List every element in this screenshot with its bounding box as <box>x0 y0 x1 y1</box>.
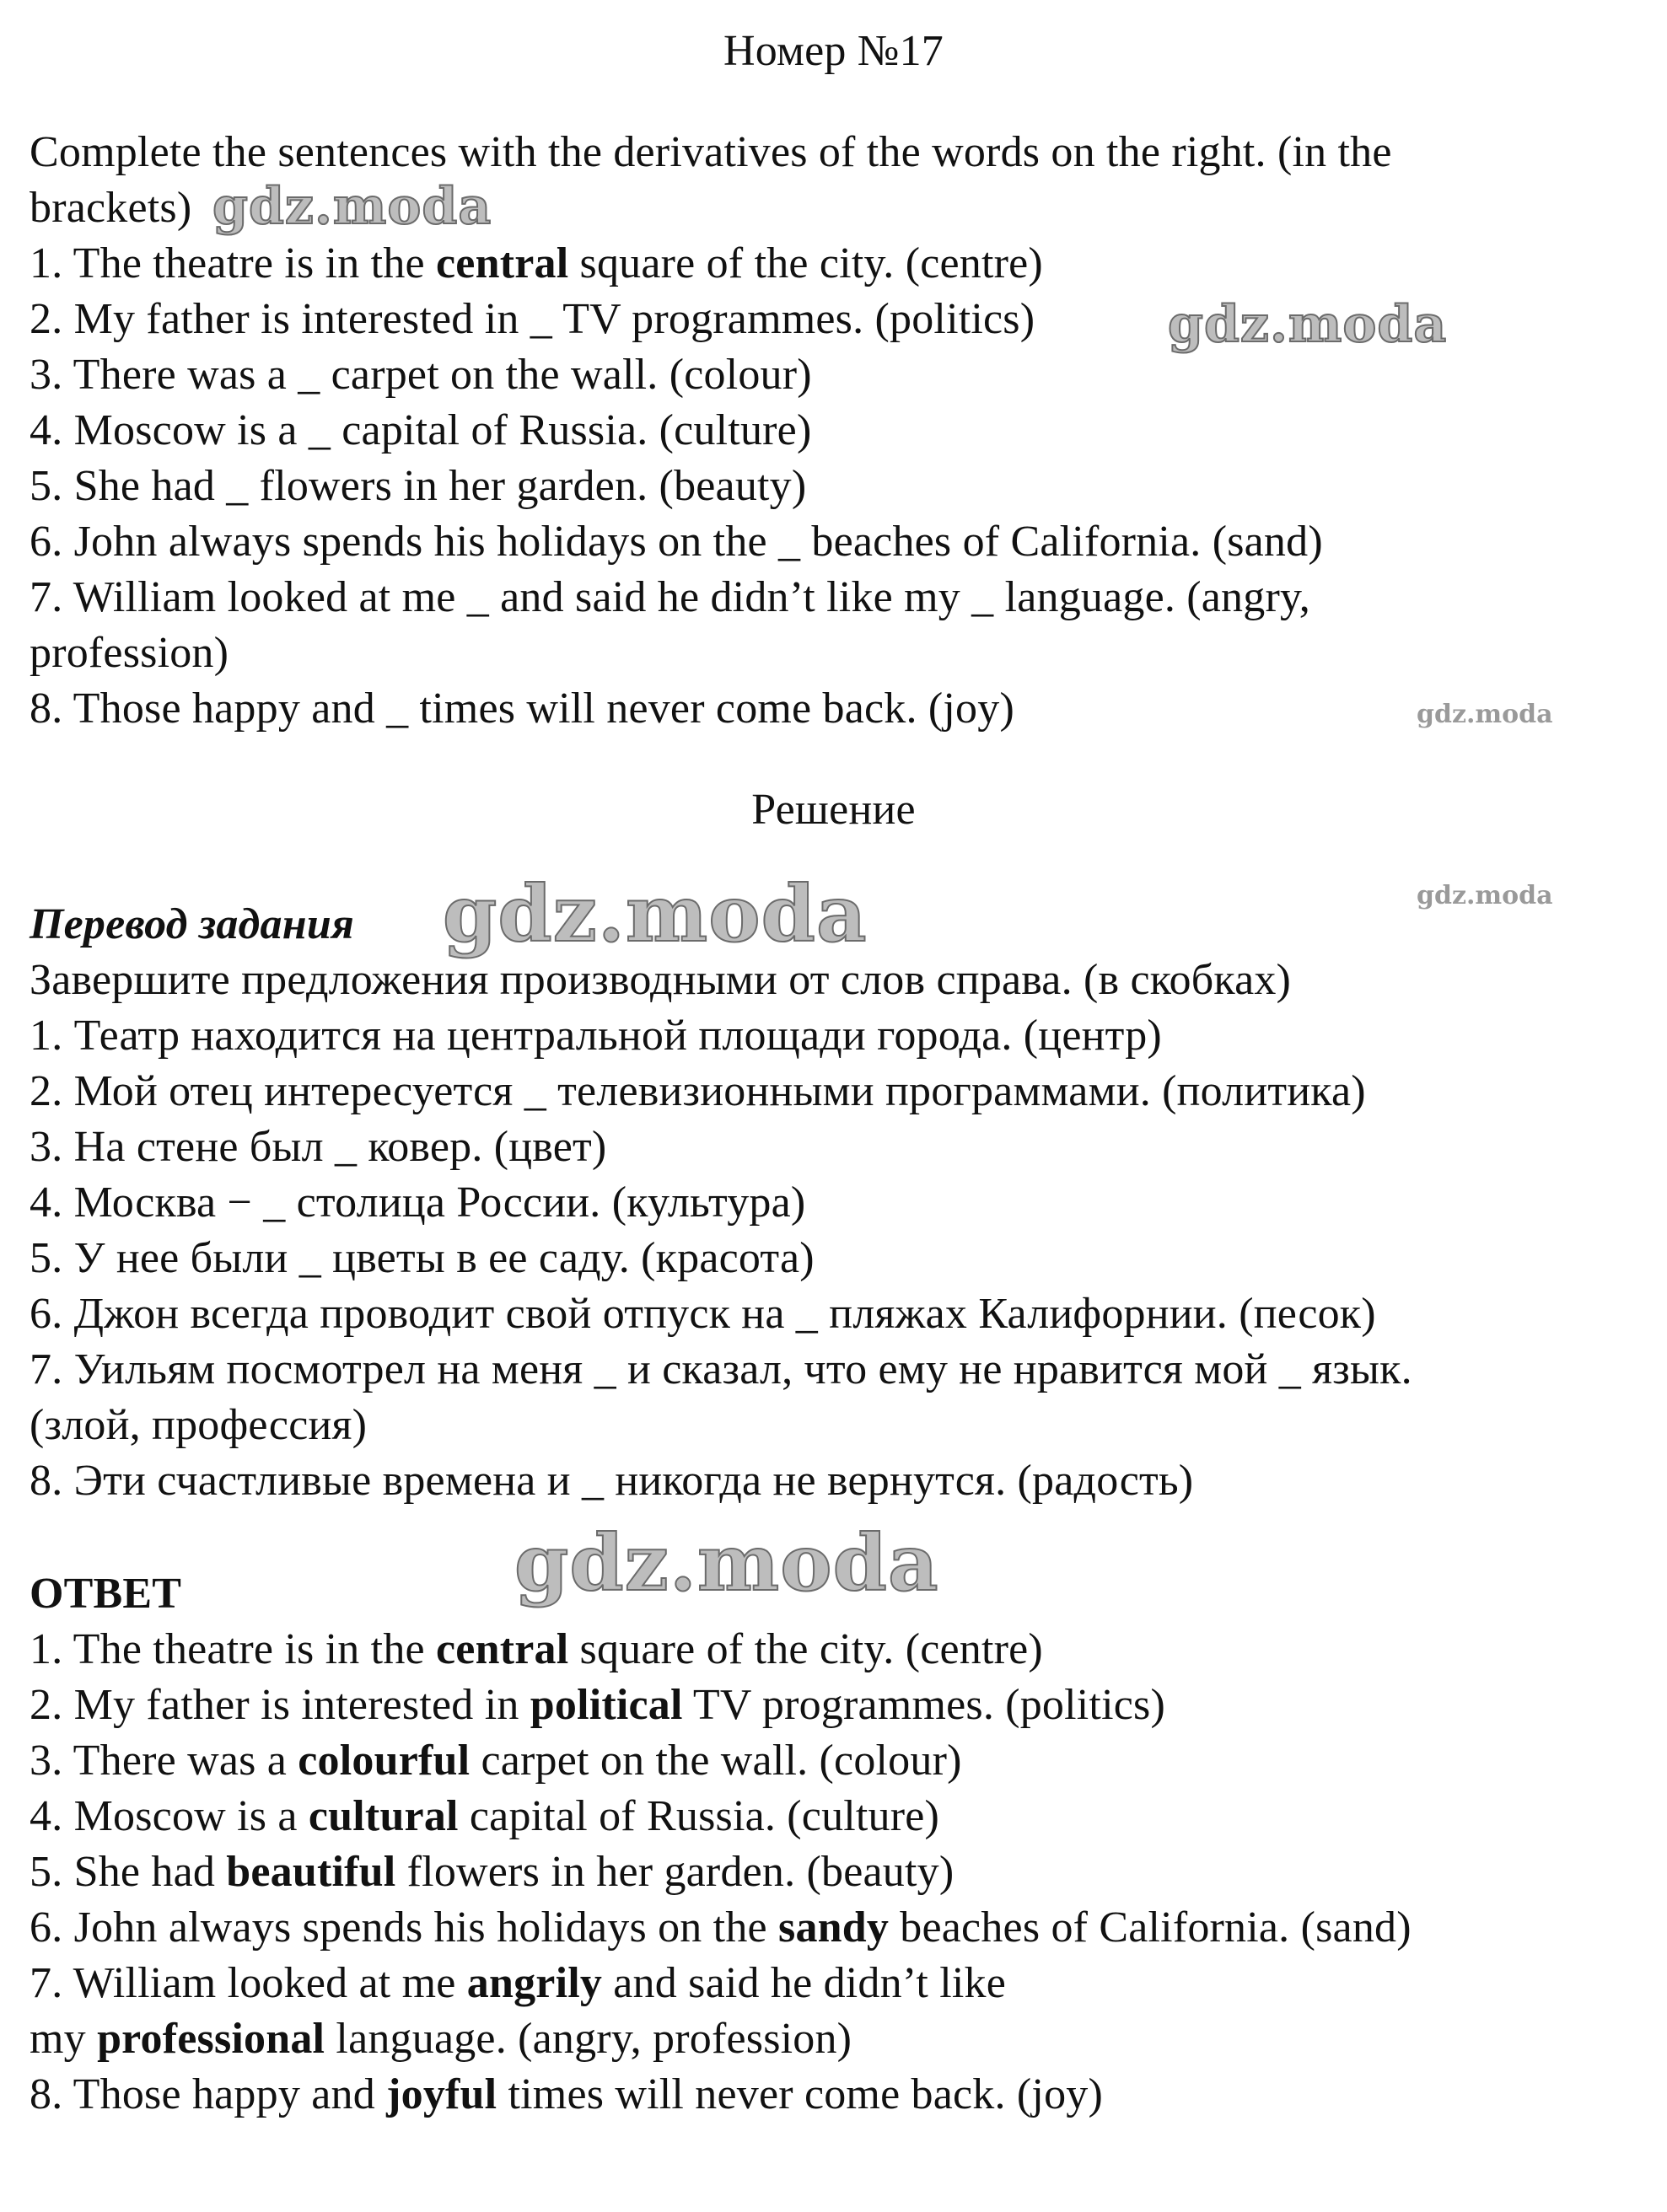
translation-line-6: 5. У нее были _ цветы в ее саду. (красота) <box>30 1234 815 1282</box>
translation-line-8: 7. Уильям посмотрел на меня _ и сказал, что ему не нравится мой _ язык. <box>30 1345 1412 1393</box>
page-title: Номер №17 <box>723 27 944 75</box>
watermark-logo-small: gdz.moda <box>1417 700 1553 729</box>
watermark-logo-large: gdz.moda <box>514 1517 939 1608</box>
task-item-7-continued: profession) <box>30 629 229 677</box>
answer-word: professional <box>97 2015 325 2063</box>
answer-word: joyful <box>386 2070 497 2118</box>
answer-word: angrily <box>466 1959 603 2007</box>
task-item-8: 8. Those happy and _ times will never come back. (joy) <box>30 685 1014 733</box>
answer-item-7-continued: my professional language. (angry, profession) <box>30 2015 852 2063</box>
watermark-logo-small: gdz.moda <box>1417 881 1553 910</box>
answer-item-8: 8. Those happy and joyful times will never come back. (joy) <box>30 2070 1103 2118</box>
task-item-1: 1. The theatre is in the central square of the city. (centre) <box>30 239 1043 287</box>
answer-word: sandy <box>778 1903 890 1952</box>
answer-item-7: 7. William looked at me angrily and said he didn’t like <box>30 1959 1007 2007</box>
translation-line-7: 6. Джон всегда проводит свой отпуск на _ пляжах Калифорнии. (песок) <box>30 1290 1376 1338</box>
translation-line-10: 8. Эти счастливые времена и _ никогда не вернутся. (радость) <box>30 1457 1194 1505</box>
translation-line-9: (злой, профессия) <box>30 1401 368 1449</box>
answer-item-2: 2. My father is interested in political TV programmes. (politics) <box>30 1681 1165 1729</box>
answer-item-4: 4. Moscow is a cultural capital of Russia. (culture) <box>30 1792 940 1840</box>
translation-line-1: Завершите предложения производными от слов справа. (в скобках) <box>30 956 1292 1004</box>
watermark-logo: gdz.moda <box>212 177 492 236</box>
translation-heading: Перевод задания <box>30 900 354 948</box>
translation-line-3: 2. Мой отец интересуется _ телевизионными программами. (политика) <box>30 1067 1366 1115</box>
highlighted-word: central <box>436 239 569 287</box>
answer-heading: ОТВЕТ <box>30 1570 182 1618</box>
task-item-2: 2. My father is interested in _ TV programmes. (politics) <box>30 295 1035 343</box>
task-instruction-line-1: Complete the sentences with the derivatives of the words on the right. (in the <box>30 128 1392 176</box>
answer-item-3: 3. There was a colourful carpet on the wall. (colour) <box>30 1737 962 1785</box>
translation-line-2: 1. Театр находится на центральной площади города. (центр) <box>30 1012 1162 1060</box>
answer-word: colourful <box>298 1737 471 1785</box>
solution-heading: Решение <box>751 786 916 834</box>
answer-item-5: 5. She had beautiful flowers in her garden. (beauty) <box>30 1848 954 1896</box>
answer-word: beautiful <box>226 1848 396 1896</box>
task-instruction-line-2: brackets) <box>30 184 192 232</box>
task-item-6: 6. John always spends his holidays on the _ beaches of California. (sand) <box>30 518 1323 566</box>
watermark-logo-large: gdz.moda <box>443 868 868 959</box>
answer-word: cultural <box>308 1792 459 1840</box>
task-item-4: 4. Moscow is a _ capital of Russia. (culture) <box>30 406 812 454</box>
answer-item-6: 6. John always spends his holidays on the sandy beaches of California. (sand) <box>30 1903 1412 1952</box>
answer-item-1: 1. The theatre is in the central square of the city. (centre) <box>30 1625 1043 1673</box>
answer-word: political <box>530 1681 683 1729</box>
task-item-3: 3. There was a _ carpet on the wall. (colour) <box>30 351 812 399</box>
watermark-logo: gdz.moda <box>1168 295 1448 354</box>
translation-line-5: 4. Москва − _ столица России. (культура) <box>30 1178 806 1227</box>
answer-word: central <box>436 1625 569 1673</box>
translation-line-4: 3. На стене был _ ковер. (цвет) <box>30 1123 607 1171</box>
task-item-5: 5. She had _ flowers in her garden. (beauty) <box>30 462 807 510</box>
task-item-7: 7. William looked at me _ and said he didn’t like my _ language. (angry, <box>30 573 1310 621</box>
